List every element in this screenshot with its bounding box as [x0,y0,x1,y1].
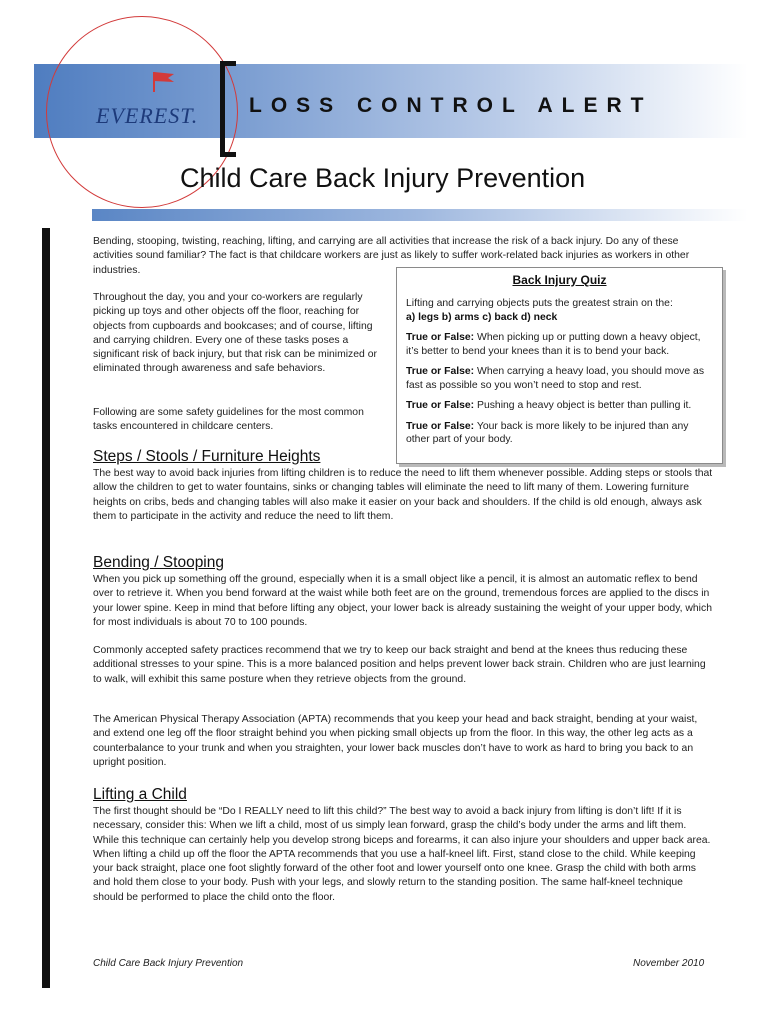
quiz-q3-text: When carrying a heavy load, you should move as fast as possible so you won’t need to stop and rest. [406,366,705,391]
quiz-box [396,267,723,464]
true-false-label: True or False: [406,400,475,411]
quiz-question-5 [406,420,713,447]
bending-paragraph-1: When you pick up something off the ground, especially when it is a small object like a pencil, it is almost an automatic reflex to bend over to retrieve it. When you bend forward at the waist while both feet are on the ground, tremendous forces are applied to the discs in your lower spine. Keep in mind that before lifting any object, your lower back is already sustaining the weight of your upper body, which for most individuals is about 70 to 100 pounds. [93,574,712,628]
intro-paragraph-2: Throughout the day, you and your co-workers are regularly picking up toys and other objects off the floor, reaching for objects from cupboards and bookcases; and of course, lifting and carrying children. Every one of these tasks poses a significant risk of back injury, but that risk can be minimized or eliminated through awareness and safe behaviors. [93,292,377,375]
true-false-label: True or False: [406,420,475,432]
quiz-question-1 [406,297,713,324]
footer-date: November 2010 [633,958,705,969]
bending-paragraph-2: Commonly accepted safety practices recommend that we try to keep our back straight and bend at the knees thus reducing these additional stresses to your spine. This is a more balanced position and helps prevent lower back strain. Children who are just learning to walk, will exhibit this same posture when they retrieve objects from the ground. [93,645,706,685]
quiz-q5-text: Your back is more likely to be injured than any other part of your body. [406,420,689,445]
steps-paragraph: The best way to avoid back injuries from lifting children is to reduce the need to lift them whenever possible. Adding steps or stools that allow the children to get to water fountains, sinks or changing tables will eliminate the need to lift many of them. Lowering furniture heights on cribs, beds and changing tables will also make it easier on your back and shoulders. If the child is old enough, always ask them to participate in the activity and reduce the need to lift them. [93,468,713,522]
bending-paragraph-3: The American Physical Therapy Association (APTA) recommends that you keep your head and back straight, bending at your waist, and extend one leg off the floor straight behind you when picking small objects up from the floor. In this way, the other leg acts as a counterbalance to your trunk and when you straighten, your lower back muscles don’t have to work as hard to bring you back to an upright position. [93,714,698,768]
title-rule [92,209,748,221]
alert-label: LOSS CONTROL ALERT [249,94,653,117]
true-false-label: True or False: [406,332,475,343]
intro-paragraph-3: Following are some safety guidelines for the most common tasks encountered in childcare centers. [93,407,364,433]
lifting-heading: Lifting a Child [93,786,187,803]
quiz-question-3 [406,365,713,392]
everest-logo: EVEREST. [96,103,199,128]
steps-heading: Steps / Stools / Furniture Heights [93,448,321,465]
quiz-q1-text: Lifting and carrying objects puts the greatest strain on the: [406,298,673,309]
lifting-paragraph: The first thought should be “Do I REALLY need to lift this child?” The best way to avoid a back injury from lifting is don’t lift! If it is necessary, consider this: When we lift a child, most of us simply lean forward, grasp the child’s body under the arms and lift them. While this technique can certainly help you develop strong biceps and forearms, it can also injure your shoulders and upper back area. When lifting a child up off the floor the APTA recommends that you use a half-kneel lift. First, stand close to the child. While keeping your back straight, place one foot slightly forward of the other foot and lower yourself onto one knee. Grasp the child with both arms and hold them close to your body. Push with your legs, and slowly return to the standing position. The same half-kneel technique should be performed to place the child onto the floor. [93,806,711,903]
quiz-question-4 [406,399,713,413]
sidebar-bar [42,228,50,988]
true-false-label: True or False: [406,366,475,377]
quiz-title: Back Injury Quiz [512,273,607,287]
quiz-q2-text: When picking up or putting down a heavy object, it’s better to bend your knees than it is to bend your back. [406,332,701,357]
quiz-question-2 [406,331,713,358]
flag-icon [150,70,176,92]
bending-heading: Bending / Stooping [93,554,224,571]
quiz-q4-text: Pushing a heavy object is better than pulling it. [474,400,692,411]
header-bracket [220,61,236,157]
quiz-q1-options: a) legs b) arms c) back d) neck [406,311,558,323]
footer-title: Child Care Back Injury Prevention [93,958,244,969]
page-title: Child Care Back Injury Prevention [180,163,586,193]
intro-paragraph-1: Bending, stooping, twisting, reaching, lifting, and carrying are all activities that increase the risk of a back injury. Do any of these activities sound familiar? The fact is that childcare workers are just as likely to suffer work-related back injuries as workers in other industries. [93,236,690,276]
